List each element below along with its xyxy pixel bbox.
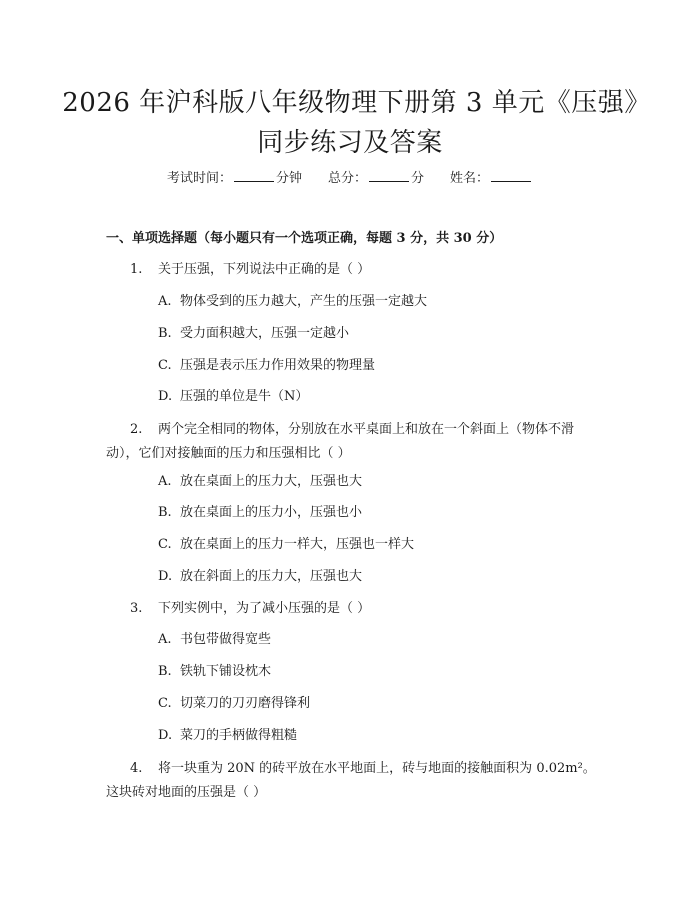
time-blank xyxy=(234,168,274,182)
option-1a: A. 物体受到的压力越大，产生的压强一定越大 xyxy=(158,294,428,309)
option-2c: C. 放在桌面上的压力一样大，压强也一样大 xyxy=(158,537,415,552)
question-3 xyxy=(106,597,606,621)
question-number: 2. xyxy=(130,422,143,437)
question-number: 3. xyxy=(130,601,143,616)
time-unit: 分钟 xyxy=(275,171,302,186)
question-2 xyxy=(106,418,606,466)
time-label: 考试时间： xyxy=(166,171,232,186)
exam-meta-line xyxy=(0,168,700,189)
question-number: 4. xyxy=(130,761,143,776)
option-2a: A. 放在桌面上的压力大，压强也大 xyxy=(158,474,363,489)
question-stem: 下列实例中，为了减小压强的是（ ） xyxy=(158,601,371,616)
option-2d: D. 放在斜面上的压力大，压强也大 xyxy=(158,569,363,584)
option-3c: C. 切菜刀的刀刃磨得锋利 xyxy=(158,696,311,711)
question-4 xyxy=(106,757,606,805)
question-1 xyxy=(106,258,606,282)
question-stem: 关于压强，下列说法中正确的是（ ） xyxy=(158,262,371,277)
score-label: 总分： xyxy=(327,171,367,186)
question-number: 1. xyxy=(130,262,143,277)
option-1c: C. 压强是表示压力作用效果的物理量 xyxy=(158,358,376,373)
question-stem: 两个完全相同的物体，分别放在水平桌面上和放在一个斜面上（物体不滑动），它们对接触面的压力和压强相比（ ） xyxy=(106,422,575,461)
option-1b: B. 受力面积越大，压强一定越小 xyxy=(158,326,350,341)
score-unit: 分 xyxy=(411,171,425,186)
option-3d: D. 菜刀的手柄做得粗糙 xyxy=(158,728,298,743)
name-blank xyxy=(491,168,531,182)
name-label: 姓名： xyxy=(450,171,490,186)
document-title: 2026 年沪科版八年级物理下册第 3 单元《压强》同步练习及答案 xyxy=(62,88,638,158)
option-3b: B. 铁轨下铺设枕木 xyxy=(158,664,272,679)
question-stem: 将一块重为 20N 的砖平放在水平地面上，砖与地面的接触面积为 0.02m²。这块砖对地面的压强是（ ） xyxy=(106,761,596,800)
score-blank xyxy=(369,168,409,182)
option-2b: B. 放在桌面上的压力小，压强也小 xyxy=(158,505,363,520)
option-1d: D. 压强的单位是牛（N） xyxy=(158,389,309,404)
section-heading: 一、单项选择题（每小题只有一个选项正确，每题 3 分，共 30 分） xyxy=(106,231,503,246)
option-3a: A. 书包带做得宽些 xyxy=(158,632,272,647)
